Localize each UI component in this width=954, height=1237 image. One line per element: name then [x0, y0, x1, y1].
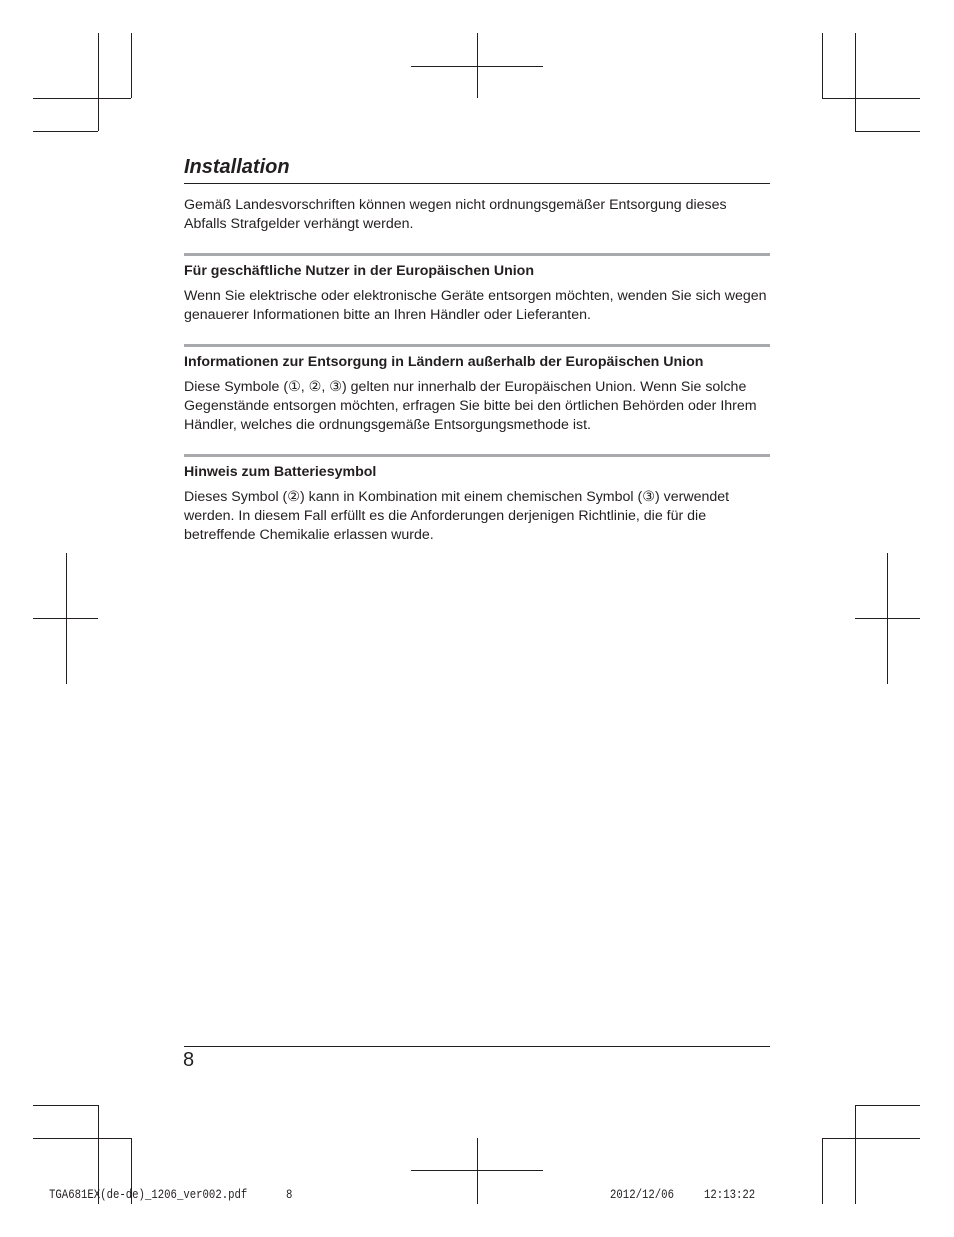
crop-mark	[822, 1138, 920, 1139]
crop-mark	[33, 1105, 98, 1106]
section-body: Dieses Symbol (②) kann in Kombination mit einem chemischen Symbol (③) verwendet werden. In diesem Fall erfüllt es die Anforderungen derjenigen Richtlinie, die für die betreffende Chemikalie erlassen wurde.	[184, 489, 730, 543]
crop-mark	[33, 1138, 131, 1139]
registration-mark	[411, 66, 543, 67]
slug-filename: TGA681EX(de-de)_1206_ver002.pdf	[49, 1187, 248, 1202]
registration-mark	[33, 618, 98, 619]
crop-mark	[33, 131, 98, 132]
registration-mark	[855, 618, 920, 619]
section-body: Diese Symbole (①, ②, ③) gelten nur innerhalb der Europäischen Union. Wenn Sie solche Gegenstände entsorgen möchten, erfragen Sie bitte bei den örtlichen Behörden oder Ihrem Händler, welches die ordnungsgemäße Entsorgungsmethode ist.	[184, 379, 757, 433]
section-heading: Informationen zur Entsorgung in Ländern außerhalb der Europäischen Union	[184, 354, 704, 370]
page-title: Installation	[184, 152, 770, 184]
page-content	[184, 152, 770, 545]
crop-mark	[822, 98, 920, 99]
crop-mark	[855, 1105, 920, 1106]
crop-mark	[855, 131, 920, 132]
section-battery-symbol	[184, 454, 770, 545]
footer-rule	[184, 1046, 770, 1047]
crop-mark	[822, 33, 823, 98]
crop-mark	[98, 33, 99, 131]
registration-mark	[411, 1170, 543, 1171]
crop-mark	[855, 33, 856, 131]
section-heading: Für geschäftliche Nutzer in der Europäischen Union	[184, 263, 535, 279]
section-body: Wenn Sie elektrische oder elektronische Geräte entsorgen möchten, wenden Sie sich wegen genauerer Informationen bitte an Ihren Händler oder Lieferanten.	[184, 288, 767, 323]
slug-date: 2012/12/06	[610, 1187, 674, 1202]
crop-mark	[822, 1138, 823, 1204]
section-business-users	[184, 253, 770, 325]
section-outside-eu	[184, 344, 770, 435]
registration-mark	[477, 1138, 478, 1204]
crop-mark	[855, 1105, 856, 1204]
slug-time: 12:13:22	[704, 1187, 756, 1202]
section-heading: Hinweis zum Batteriesymbol	[184, 464, 377, 480]
page-number: 8	[183, 1049, 195, 1071]
crop-mark	[131, 33, 132, 98]
intro-paragraph: Gemäß Landesvorschriften können wegen nicht ordnungsgemäßer Entsorgung dieses Abfalls Strafgelder verhängt werden.	[184, 197, 727, 232]
slug-page: 8	[286, 1187, 293, 1202]
crop-mark	[33, 98, 131, 99]
